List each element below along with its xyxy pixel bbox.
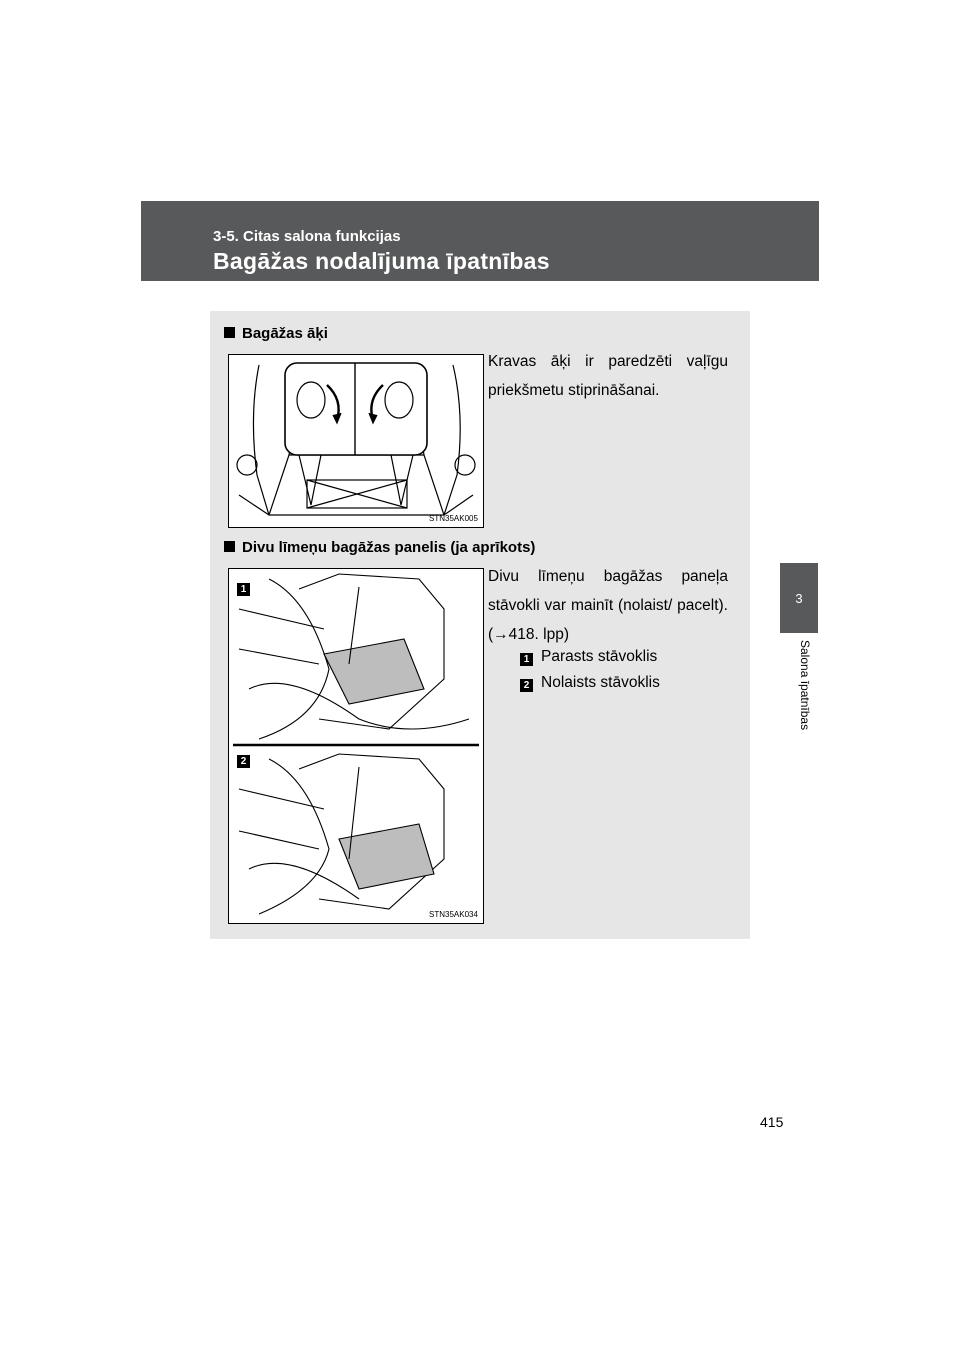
list-item-lowered-position: 2 Nolaists stāvoklis: [520, 674, 660, 692]
chapter-header: [141, 201, 819, 281]
list-marker-1: 1: [520, 653, 533, 666]
page-number: 415: [760, 1114, 784, 1130]
chapter-tab-label: Salona īpatnības: [798, 640, 812, 731]
two-level-panel-description: Divu līmeņu bagāžas paneļa stāvokli var mainīt (nolaist/ pacelt). (→418. lpp): [488, 568, 728, 643]
deck-board-illustration: [228, 568, 484, 924]
content-panel: [210, 311, 750, 939]
list-marker-2: 2: [520, 679, 533, 692]
subheading-two-level-panel: Divu līmeņu bagāžas panelis (ja aprīkots): [224, 539, 535, 556]
figure-marker-2: 2: [237, 755, 250, 768]
section-label: 3-5. Citas salona funkcijas: [213, 228, 401, 245]
chapter-tab: [780, 563, 818, 633]
cargo-area-hooks-drawing: [229, 355, 483, 527]
luggage-hooks-description: Kravas āķi ir paredzēti vaļīgu priekšmetu stiprināšanai.: [488, 353, 728, 399]
figure-code: STN35AK034: [429, 910, 478, 919]
luggage-hooks-illustration: [228, 354, 484, 528]
deck-board-positions-drawing: [229, 569, 483, 923]
square-bullet-icon: [224, 327, 235, 338]
subheading-luggage-hooks: Bagāžas āķi: [224, 325, 328, 342]
page-title: Bagāžas nodalījuma īpatnības: [213, 248, 550, 274]
square-bullet-icon: [224, 541, 235, 552]
figure-code: STN35AK005: [429, 514, 478, 523]
chapter-number: 3: [795, 590, 803, 606]
list-item-normal-position: 1 Parasts stāvoklis: [520, 648, 657, 666]
figure-marker-1: 1: [237, 583, 250, 596]
